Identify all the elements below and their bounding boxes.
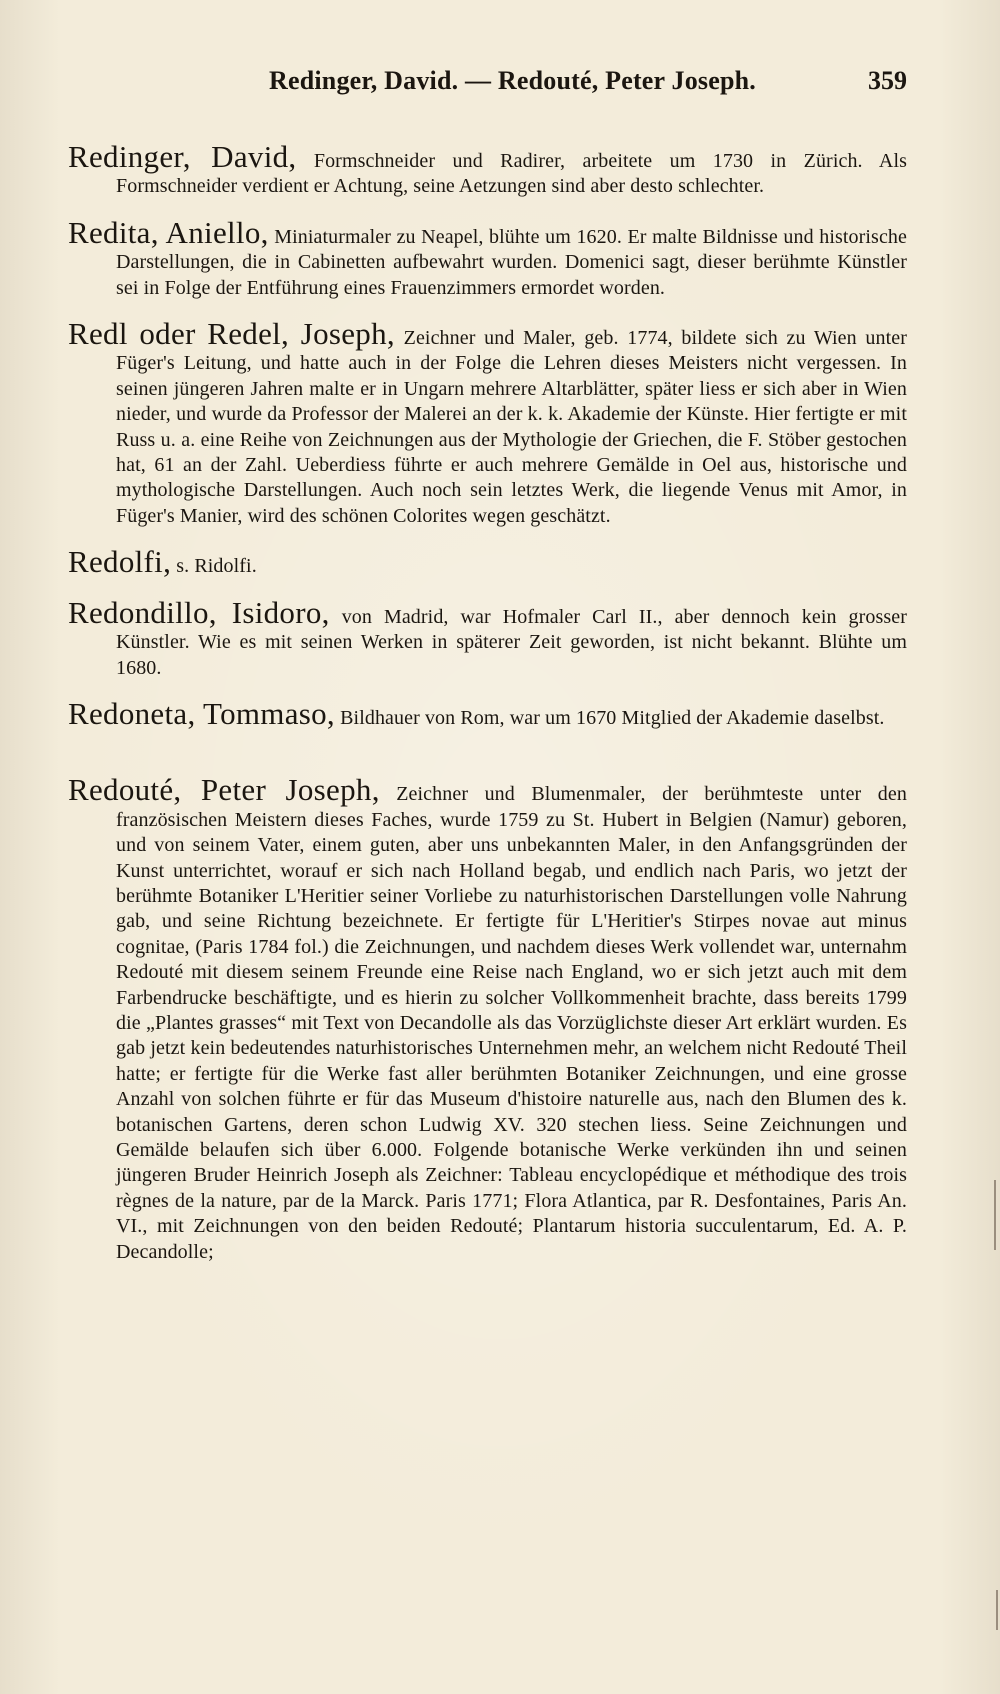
page-header (118, 66, 907, 106)
entry-text: s. Ridolfi. (176, 555, 257, 578)
entry-redoneta (68, 695, 907, 731)
entry-name: Redita, Aniello, (68, 214, 269, 250)
entry-name: Redolfi, (68, 544, 172, 580)
entry-name: Redinger, David, (68, 139, 297, 174)
page-edge-mark (994, 1180, 996, 1250)
dictionary-entries (68, 124, 907, 1285)
entry-text: Formschneider und Radirer, arbeitete um 1730 in Zürich. Als Formschneider verdient er Achtung, seine Aetzungen sind aber desto schlechter. (116, 150, 908, 198)
running-head: Redinger, David. — Redouté, Peter Joseph. (268, 66, 757, 95)
page-number: 359 (868, 66, 907, 95)
entry-redoute (68, 772, 907, 1265)
entry-text: Zeichner und Blumenmaler, der berühmteste unter den französischen Meistern dieses Faches, wurde 1759 zu St. Hubert in Belgien (Namur) geboren, und von seinem Vater, einem guten, aber uns unbekannten Maler, in den Anfangsgründen der Kunst unterrichtet, worauf er sich nach Holland begab, und endlich nach Paris, wo jetzt der berühmte Botaniker L'Heritier seiner Vorliebe zu naturhistorischen Darstellungen volle Nahrung gab, und seine Richtung bezeichnete. Er fertigte für L'Heritier's Stirpes novae aut minus cognitae, (Paris 1784 fol.) die Zeichnungen, und nachdem dieses Werk vollendet war, unternahm Redouté mit diesem seinem Freunde eine Reise nach England, wo er sich jetzt auch mit dem Farbendrucke beschäftigte, und es hierin zu solcher Vollkommenheit brachte, dass bereits 1799 die „Plantes grasses“ mit Text von Decandolle als das Vorzüglichste dieser Art erklärt wurden. Es gab jetzt kein bedeutendes naturhistorisches Unternehmen mehr, an welchem nicht Redouté Theil hatte; er fertigte für die Werke fast aller berühmten Botaniker Zeichnungen, und eine grosse Anzahl von solchen führte er für das Museum d'histoire naturelle aus, nach den Blumen des k. botanischen Gartens, deren schon Ludwig XV. 320 stechen liess. Seine Zeichnungen und Gemälde belaufen sich über 6.000. Folgende botanische Werke verkünden ihn und seinen jüngeren Bruder Heinrich Joseph als Zeichner: Tableau encyclopédique et méthodique des trois règnes de la nature, par de la Marck. Paris 1771; Flora Atlantica, par R. Desfontaines, Paris An. VI., mit Zeichnungen von den beiden Redouté; Plantarum historia succulentarum, Ed. A. P. Decandolle; (116, 783, 907, 1263)
entry-name: Redoneta, Tommaso, (68, 695, 335, 731)
entry-name: Redondillo, Isidoro, (68, 594, 330, 630)
entry-name: Redouté, Peter Joseph, (68, 772, 380, 808)
entry-redinger (68, 139, 908, 200)
entry-name: Redl oder Redel, Joseph, (68, 316, 395, 352)
entry-redita (68, 214, 907, 301)
entry-text: Miniaturmaler zu Neapel, blühte um 1620. Er malte Bildnisse und historische Darstellungen, die in Cabinetten aufbewahrt wurden. Domenici sagt, dieser berühmte Künstler sei in Folge der Entführung eines Frauenzimmers ermordet worden. (116, 225, 907, 299)
entry-text: Zeichner und Maler, geb. 1774, bildete sich zu Wien unter Füger's Leitung, und hatte auch in der Folge die Lehren dieses Meisters nicht vergessen. In seinen jüngeren Jahren malte er in Ungarn mehrere Altarblätter, später liess er sich aber in Wien nieder, und wurde da Professor der Malerei an der k. k. Akademie der Künste. Hier fertigte er mit Russ u. a. eine Reihe von Zeichnungen aus der Mythologie der Griechen, die F. Stöber gestochen hat, 61 an der Zahl. Ueberdiess führte er auch mehrere Gemälde in Oel aus, historische und mythologische Darstellungen. Auch noch sein letztes Werk, die liegende Venus mit Amor, in Füger's Manier, wird des schönen Colorites wegen geschätzt. (116, 327, 907, 527)
page-edge-mark (996, 1590, 998, 1630)
entry-text: Bildhauer von Rom, war um 1670 Mitglied der Akademie daselbst. (340, 706, 885, 729)
entry-text: von Madrid, war Hofmaler Carl II., aber dennoch kein grosser Künstler. Wie es mit seinen Werken in späterer Zeit geworden, ist nicht bekannt. Blühte um 1680. (116, 605, 908, 679)
entry-redondillo (68, 594, 908, 681)
spacer (68, 751, 907, 757)
entry-redl (68, 316, 907, 529)
entry-redolfi (68, 544, 907, 580)
